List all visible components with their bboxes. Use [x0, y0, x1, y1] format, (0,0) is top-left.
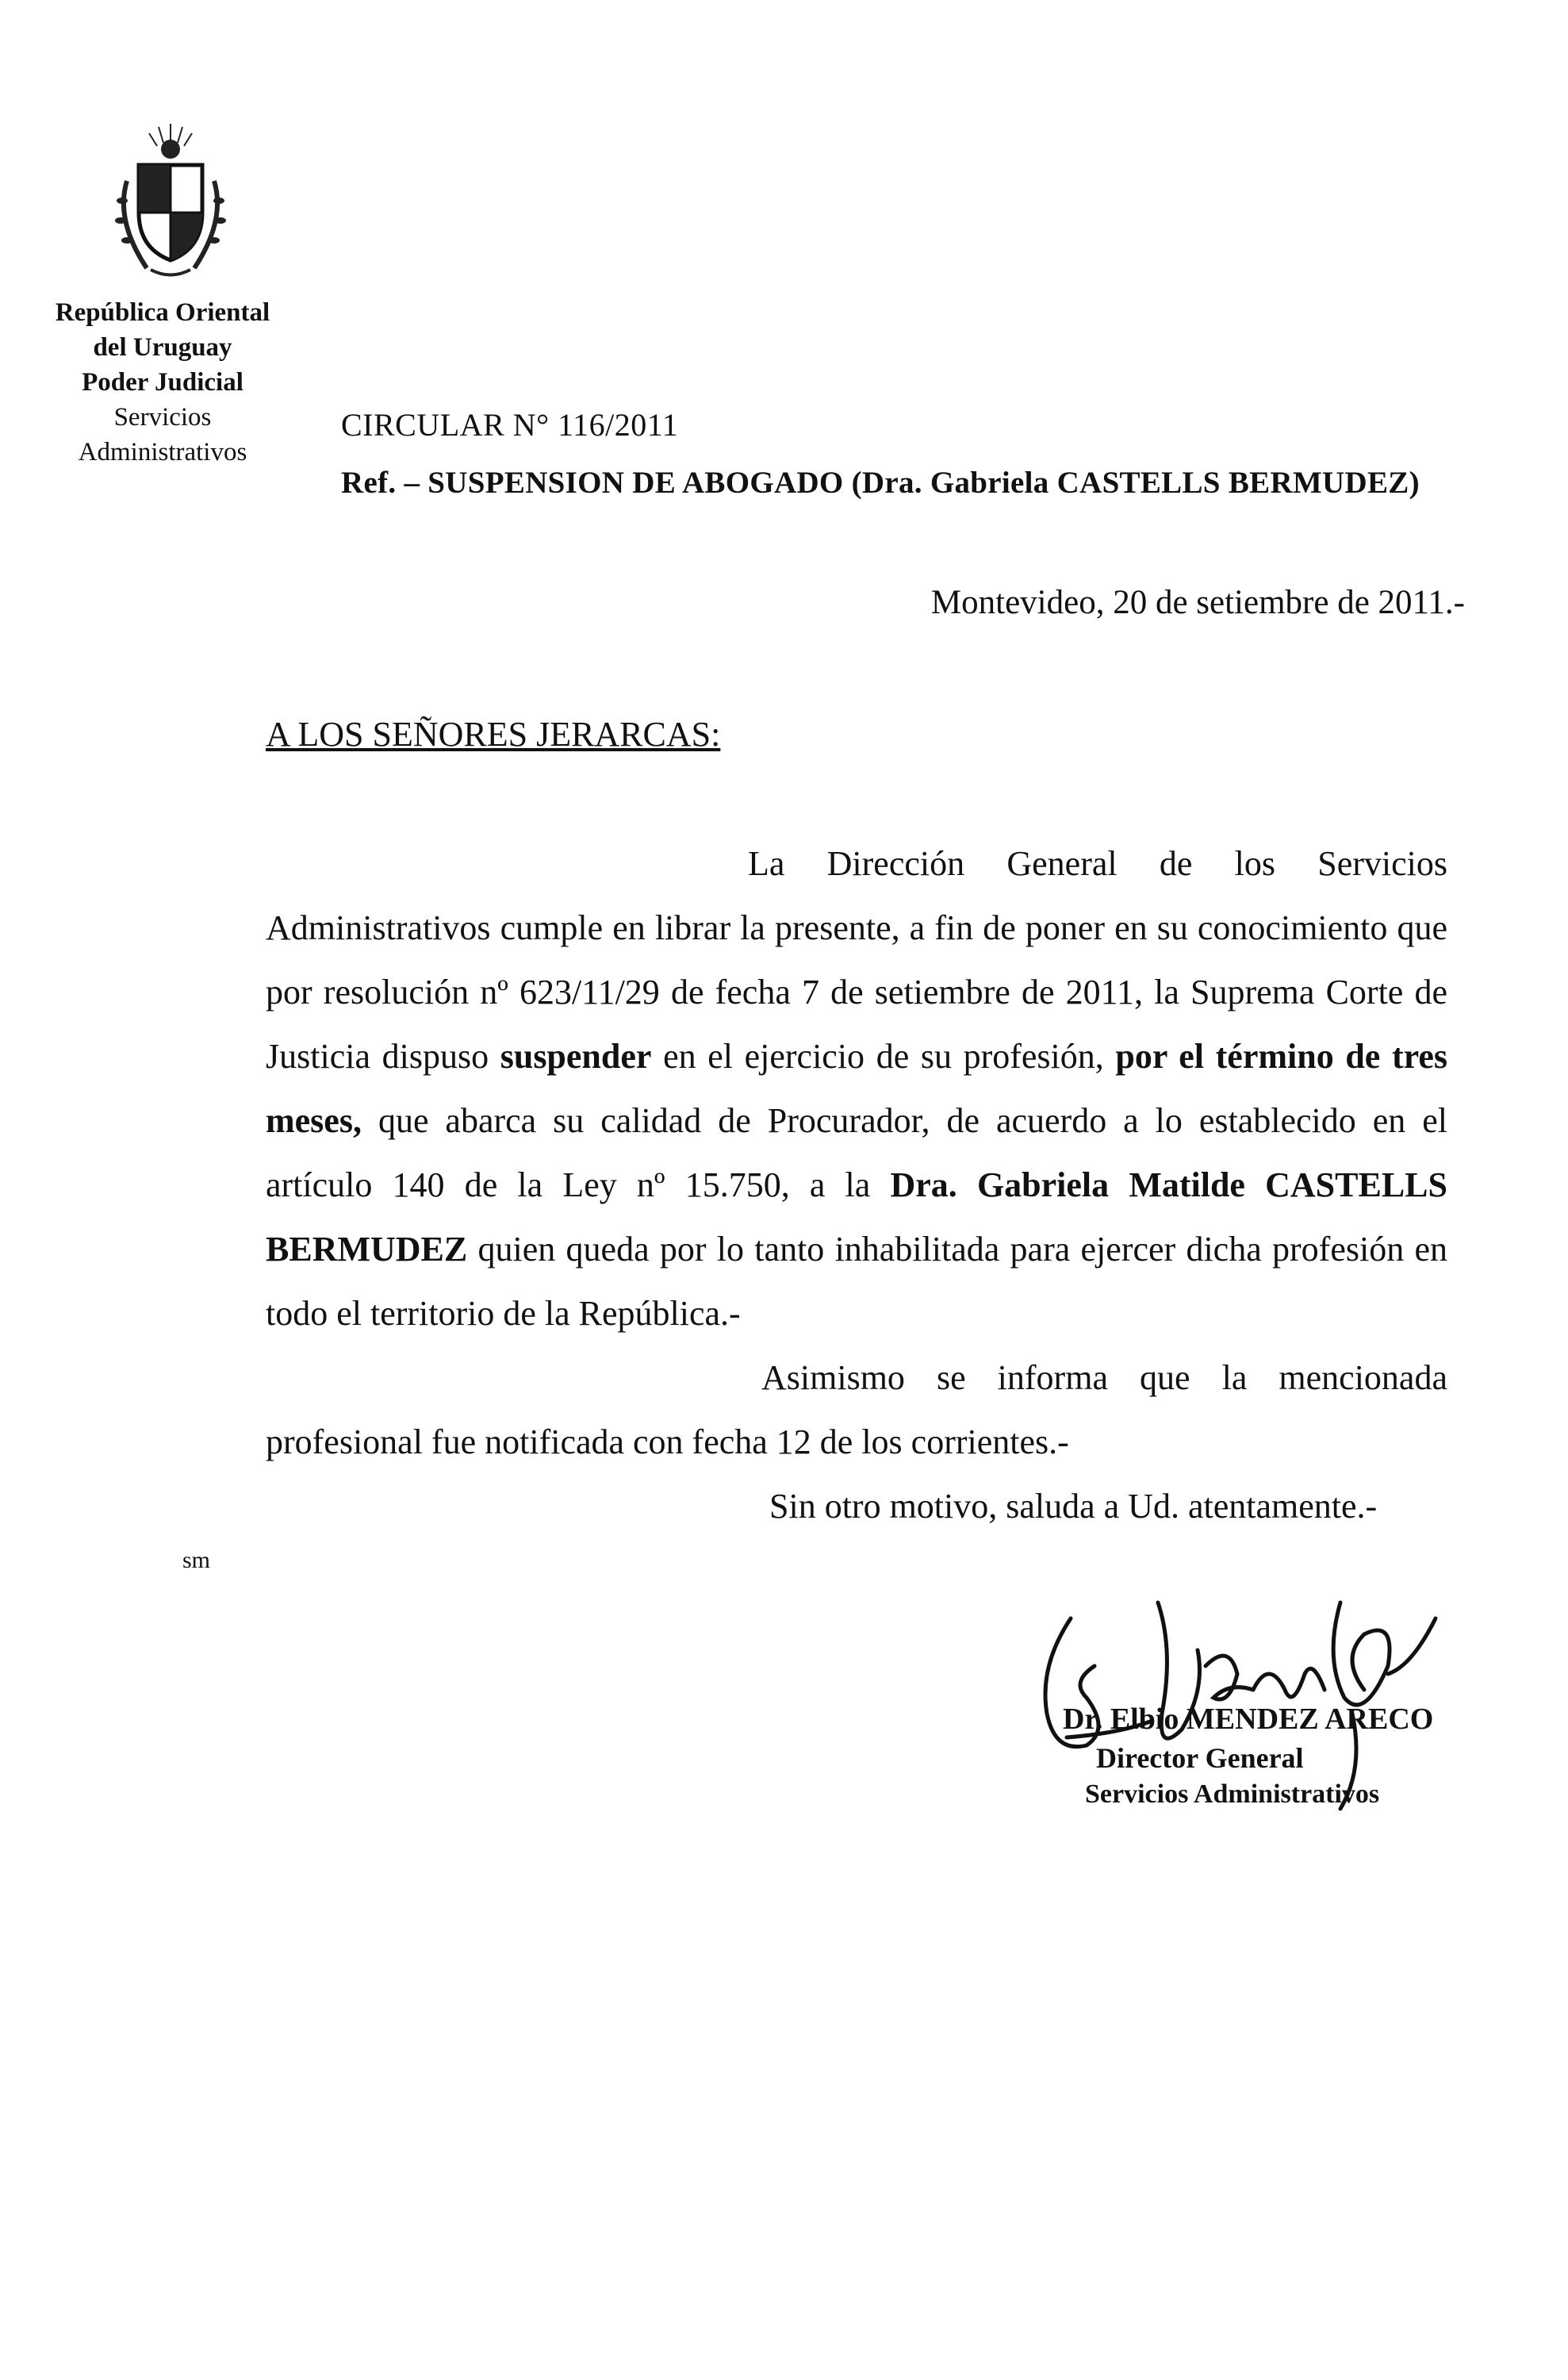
institution-line-1: República Oriental — [55, 298, 270, 327]
typist-initials: sm — [182, 1547, 211, 1573]
body-paragraph-1 — [266, 831, 1447, 1345]
salutation: A LOS SEÑORES JERARCAS: — [266, 715, 721, 754]
date-line: Montevideo, 20 de setiembre de 2011.- — [930, 584, 1465, 621]
institution-line-2: del Uruguay — [93, 333, 232, 362]
text-run: en el ejercicio de su profesión, — [651, 1037, 1116, 1076]
signatory-department: Servicios Administrativos — [1085, 1779, 1380, 1809]
bold-run: Dra. Gabriela Matilde CASTELLS BERMUDEZ — [266, 1165, 1447, 1269]
institution-line-5: Administrativos — [78, 438, 247, 466]
institution-line-3: Poder Judicial — [82, 368, 243, 397]
bold-run: suspender — [500, 1037, 652, 1076]
circular-number: CIRCULAR N° 116/2011 — [341, 407, 679, 443]
reference-line: Ref. – SUSPENSION DE ABOGADO (Dra. Gabriela CASTELLS BERMUDEZ) — [341, 466, 1420, 500]
coat-of-arms-emblem — [103, 117, 238, 284]
body-paragraph-2: Asimismo se informa que la mencionada profesional fue notificada con fecha 12 de los corrientes.- — [266, 1358, 1447, 1461]
text-run: La Dirección General de los Servicios Administrativos cumple en librar la presente, a fin de poner en su conocimiento que por resolución nº 623/11/29 de fecha 7 de setiembre de 2011, la Suprema Corte de Justicia dispuso — [266, 844, 1447, 1076]
signatory-title: Director General — [1096, 1742, 1304, 1774]
text-run: quien queda por lo tanto inhabilitada para ejercer dicha profesión en todo el territorio de la República.- — [266, 1230, 1447, 1333]
institution-header — [32, 295, 293, 470]
text-run: que abarca su calidad de Procurador, de acuerdo a lo establecido en el artículo 140 de la Ley nº 15.750, a la — [266, 1101, 1447, 1204]
bold-run: por el término de tres meses, — [266, 1037, 1448, 1140]
letter-body — [266, 831, 1447, 1538]
institution-line-4: Servicios — [113, 403, 212, 432]
closing-line: Sin otro motivo, saluda a Ud. atentamente.- — [769, 1487, 1378, 1526]
signatory-name: Dr. Elbio MENDEZ ARECO — [1063, 1702, 1434, 1736]
